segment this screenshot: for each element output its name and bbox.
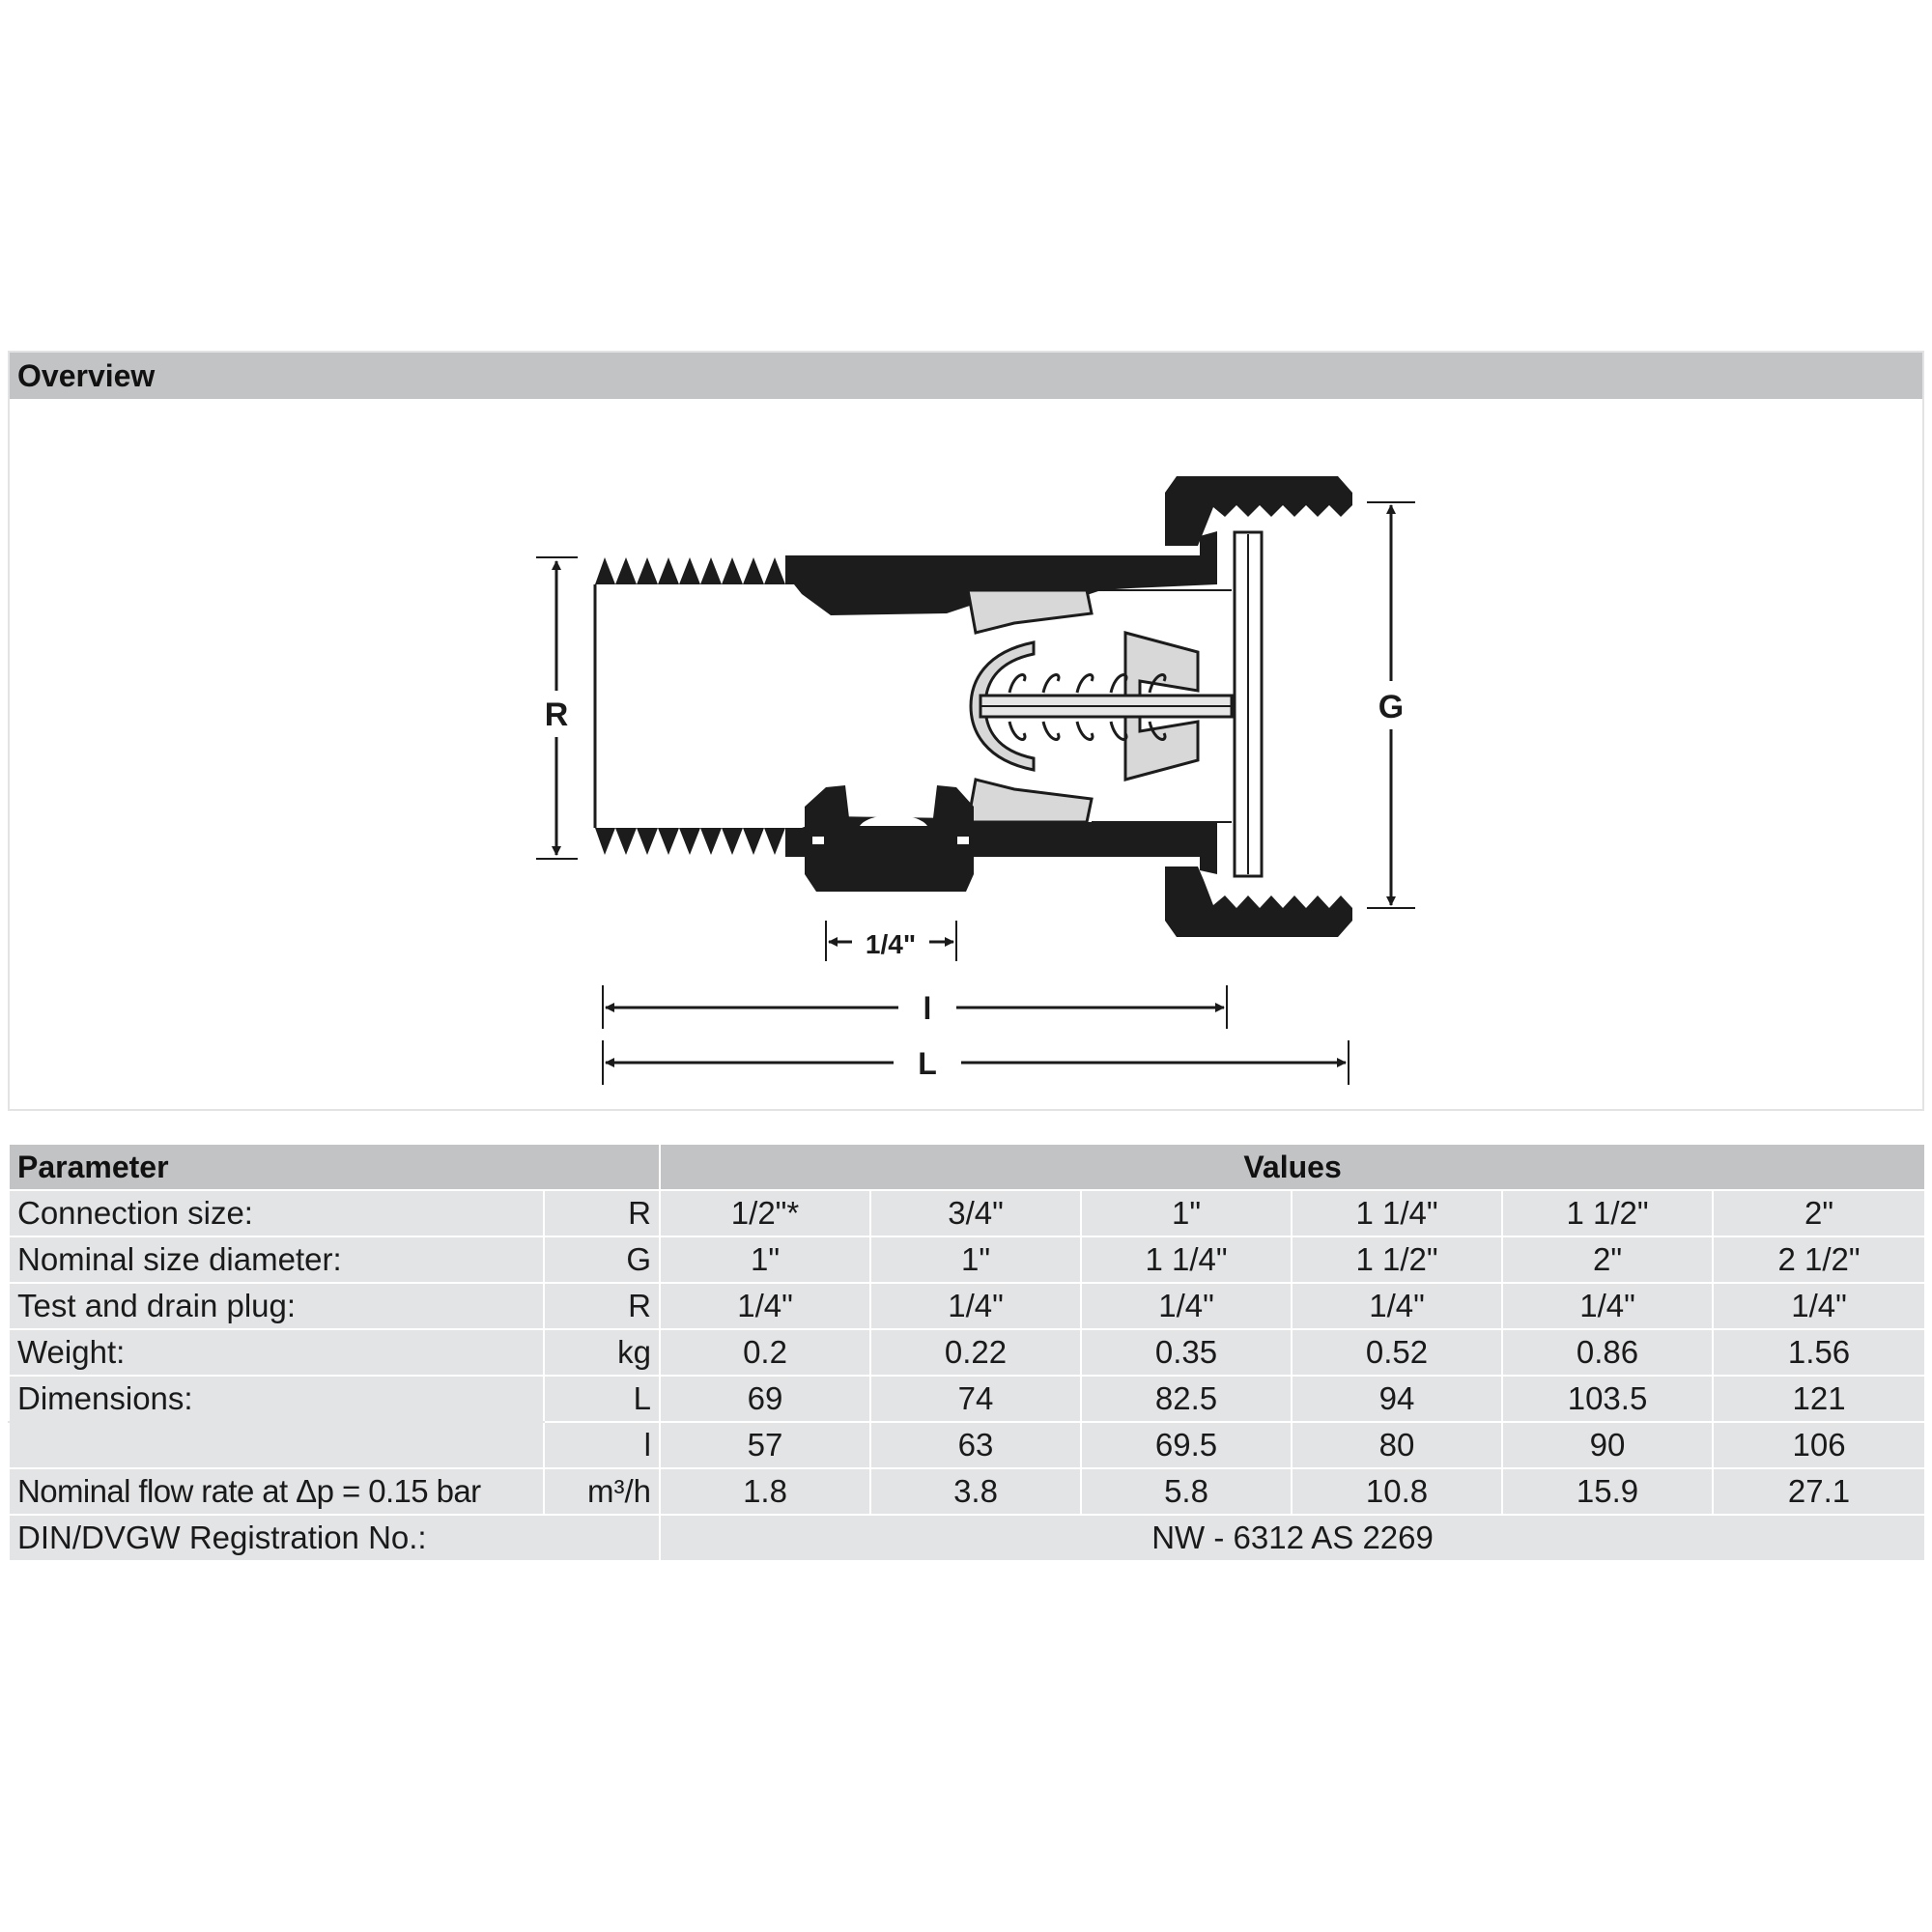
parameter-header: Parameter <box>9 1144 660 1190</box>
table-cell: 2 1/2" <box>1713 1236 1925 1283</box>
table-cell: 69 <box>660 1376 870 1422</box>
parameter-table <box>8 1143 1926 1562</box>
table-cell: 1/4" <box>1292 1283 1502 1329</box>
dimension-l-label: l <box>923 991 932 1026</box>
registration-value: NW - 6312 AS 2269 <box>660 1515 1925 1561</box>
table-cell: 1/4" <box>660 1283 870 1329</box>
table-row <box>9 1329 1925 1376</box>
table-cell: 1/4" <box>1502 1283 1713 1329</box>
row-label: Dimensions: <box>9 1376 544 1422</box>
row-unit: R <box>544 1190 660 1236</box>
registration-row <box>9 1515 1925 1561</box>
table-cell: 1/4" <box>1081 1283 1292 1329</box>
row-label: Connection size: <box>9 1190 544 1236</box>
dimension-R-label: R <box>544 696 569 733</box>
table-cell: 0.2 <box>660 1329 870 1376</box>
table-cell: 90 <box>1502 1422 1713 1468</box>
table-cell: 15.9 <box>1502 1468 1713 1515</box>
dimension-G-label: G <box>1378 689 1405 725</box>
table-cell: 0.22 <box>870 1329 1081 1376</box>
dimension-G <box>1367 502 1415 908</box>
table-cell: 10.8 <box>1292 1468 1502 1515</box>
table-cell: 74 <box>870 1376 1081 1422</box>
table-cell: 5.8 <box>1081 1468 1292 1515</box>
row-unit: G <box>544 1236 660 1283</box>
table-row <box>9 1422 1925 1468</box>
overview-panel <box>8 351 1924 1111</box>
table-cell: 57 <box>660 1422 870 1468</box>
row-label: Test and drain plug: <box>9 1283 544 1329</box>
row-label: Nominal size diameter: <box>9 1236 544 1283</box>
values-header: Values <box>660 1144 1925 1190</box>
table-cell: 1" <box>660 1236 870 1283</box>
table-cell: 69.5 <box>1081 1422 1292 1468</box>
table-cell: 1 1/4" <box>1081 1236 1292 1283</box>
table-cell: 1 1/2" <box>1502 1190 1713 1236</box>
row-unit: kg <box>544 1329 660 1376</box>
registration-label: DIN/DVGW Registration No.: <box>9 1515 660 1561</box>
table-cell: 63 <box>870 1422 1081 1468</box>
table-row <box>9 1468 1925 1515</box>
overview-header: Overview <box>10 353 1922 399</box>
table-cell: 1" <box>1081 1190 1292 1236</box>
table-cell: 1" <box>870 1236 1081 1283</box>
table-row <box>9 1283 1925 1329</box>
table-cell: 27.1 <box>1713 1468 1925 1515</box>
dimension-L <box>603 1040 1349 1085</box>
table-cell: 2" <box>1502 1236 1713 1283</box>
table-cell: 82.5 <box>1081 1376 1292 1422</box>
row-unit: L <box>544 1376 660 1422</box>
dimension-L-label: L <box>918 1046 937 1081</box>
drain-plug-shape <box>805 785 974 892</box>
dimension-l <box>603 985 1227 1029</box>
table-cell: 3/4" <box>870 1190 1081 1236</box>
table-cell: 1/2"* <box>660 1190 870 1236</box>
table-row <box>9 1376 1925 1422</box>
table-header-row <box>9 1144 1925 1190</box>
table-cell: 1/4" <box>870 1283 1081 1329</box>
table-cell: 1 1/2" <box>1292 1236 1502 1283</box>
table-cell: 0.35 <box>1081 1329 1292 1376</box>
table-cell: 106 <box>1713 1422 1925 1468</box>
row-unit: m³/h <box>544 1468 660 1515</box>
table-cell: 0.52 <box>1292 1329 1502 1376</box>
row-unit: R <box>544 1283 660 1329</box>
valve-cross-section-drawing <box>512 459 1420 1116</box>
row-label <box>9 1422 544 1468</box>
table-cell: 3.8 <box>870 1468 1081 1515</box>
table-cell: 1/4" <box>1713 1283 1925 1329</box>
table-cell: 80 <box>1292 1422 1502 1468</box>
check-valve-insert <box>968 590 1232 822</box>
dimension-plug <box>826 921 956 961</box>
row-label: Nominal flow rate at Δp = 0.15 bar <box>9 1468 544 1515</box>
table-cell: 1.56 <box>1713 1329 1925 1376</box>
table-cell: 1 1/4" <box>1292 1190 1502 1236</box>
row-unit: l <box>544 1422 660 1468</box>
table-cell: 103.5 <box>1502 1376 1713 1422</box>
dimension-plug-label: 1/4" <box>865 929 917 959</box>
table-cell: 0.86 <box>1502 1329 1713 1376</box>
table-row <box>9 1236 1925 1283</box>
dimension-R <box>536 557 578 859</box>
table-cell: 2" <box>1713 1190 1925 1236</box>
table-cell: 1.8 <box>660 1468 870 1515</box>
upper-body-shape <box>595 531 1217 615</box>
table-row <box>9 1190 1925 1236</box>
table-cell: 94 <box>1292 1376 1502 1422</box>
table-cell: 121 <box>1713 1376 1925 1422</box>
row-label: Weight: <box>9 1329 544 1376</box>
